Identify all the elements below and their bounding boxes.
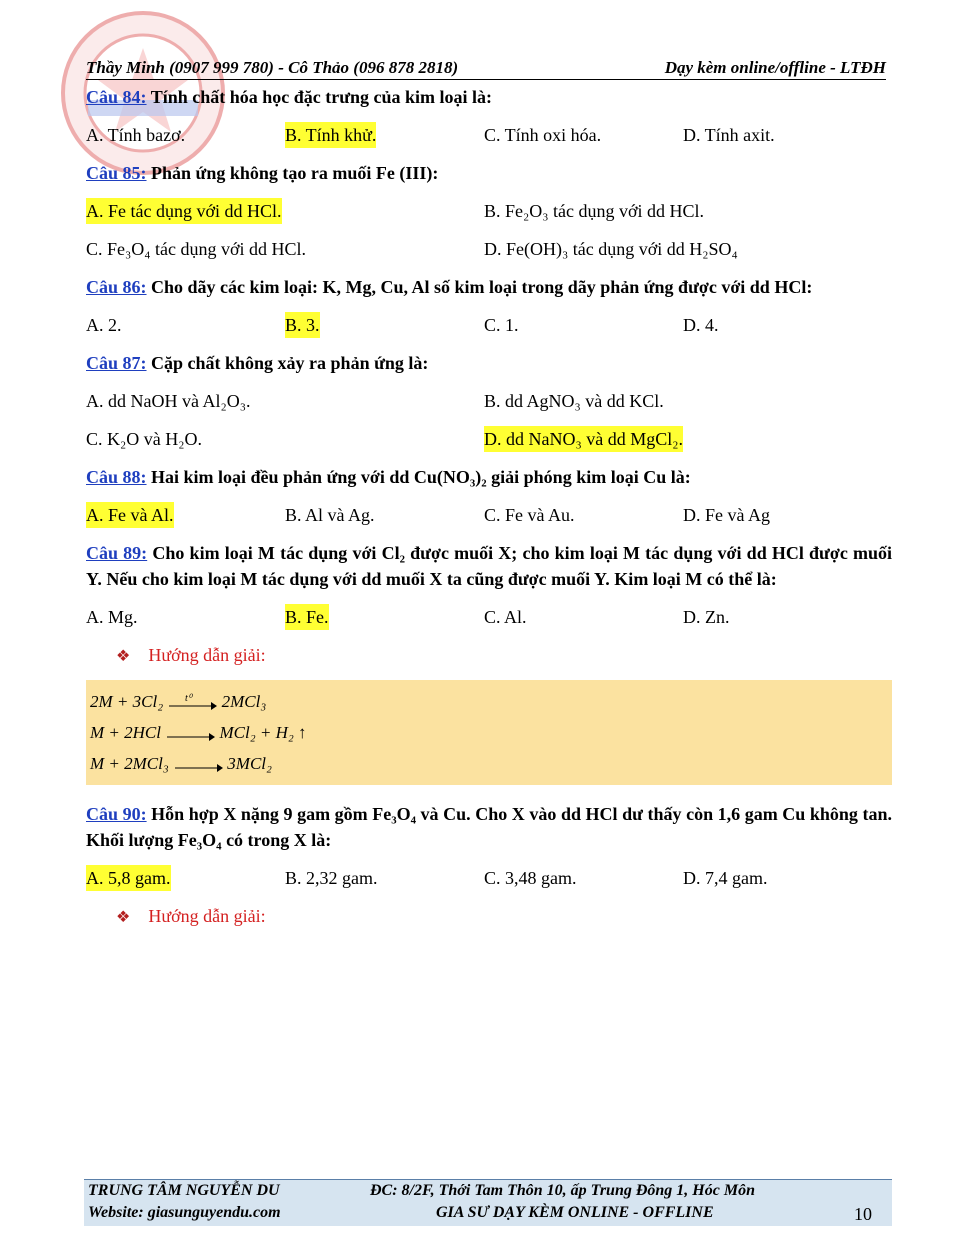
question-number[interactable]: Câu 88: <box>86 467 147 487</box>
question-text: Tính chất hóa học đặc trưng của kim loại là: <box>150 87 493 107</box>
guide-label: Hướng dẫn giải: <box>148 906 266 926</box>
question-number[interactable]: Câu 89: <box>86 543 148 563</box>
solution-box <box>86 680 892 785</box>
options-84 <box>86 122 892 148</box>
option-c: C. 3,48 gam. <box>484 868 577 888</box>
option-d: D. Tính axit. <box>683 125 775 145</box>
guide-heading <box>116 903 892 929</box>
equation-lhs: 2M + 3Cl₂ <box>90 692 164 711</box>
options-85-row2 <box>86 236 892 262</box>
option-c: C. Tính oxi hóa. <box>484 125 602 145</box>
option-b-correct: B. 3. <box>285 312 320 338</box>
question-86 <box>86 274 892 300</box>
option-c: C. Al. <box>484 607 527 627</box>
equation-line <box>90 748 892 779</box>
option-c: C. 1. <box>484 315 519 335</box>
question-number[interactable]: Câu 84: <box>86 87 147 107</box>
question-87 <box>86 350 892 376</box>
option-d: D. Fe(OH)₃ tác dụng với dd H₂SO₄ <box>484 239 738 259</box>
option-a: A. Tính bazơ. <box>86 125 186 145</box>
question-text: Cho dãy các kim loại: K, Mg, Cu, Al số kim loại trong dãy phản ứng được với dd HCl: <box>151 277 813 297</box>
equation-rhs: 3MCl₂ <box>227 754 272 773</box>
question-text: Hỗn hợp X nặng 9 gam gồm Fe₃O₄ và Cu. Cho X vào dd HCl dư thấy còn 1,6 gam Cu không tan. Khối lượng Fe₃O₄ có trong X là: <box>86 804 893 850</box>
question-number[interactable]: Câu 85: <box>86 163 147 183</box>
option-d: D. 7,4 gam. <box>683 868 768 888</box>
option-b-correct: B. Tính khử. <box>285 122 376 148</box>
diamond-bullet-icon: ❖ <box>116 909 131 926</box>
diamond-bullet-icon: ❖ <box>116 648 131 665</box>
option-c: C. Fe₃O₄ tác dụng với dd HCl. <box>86 239 307 259</box>
equation-lhs: M + 2HCl <box>90 723 161 742</box>
reaction-arrow-icon <box>167 692 217 714</box>
page-footer <box>84 1180 892 1226</box>
question-84 <box>86 84 892 110</box>
option-b: B. Al và Ag. <box>285 505 375 525</box>
reaction-arrow-icon <box>173 754 223 776</box>
question-text: Phản ứng không tạo ra muối Fe (III): <box>151 163 439 183</box>
option-b: B. Fe₂O₃ tác dụng với dd HCl. <box>484 201 705 221</box>
page-header <box>86 58 886 80</box>
options-90 <box>86 865 892 891</box>
guide-heading <box>116 642 892 668</box>
options-87-row2 <box>86 426 892 452</box>
arrow-condition: t⁰ <box>185 693 193 705</box>
equation-rhs: 2MCl₃ <box>221 692 267 711</box>
options-85-row1 <box>86 198 892 224</box>
question-88 <box>86 464 892 490</box>
option-d: D. Zn. <box>683 607 730 627</box>
options-89 <box>86 604 892 630</box>
question-number[interactable]: Câu 90: <box>86 804 147 824</box>
footer-address: ĐC: 8/2F, Thới Tam Thôn 10, ấp Trung Đông 1, Hóc Môn <box>370 1182 755 1199</box>
options-86 <box>86 312 892 338</box>
option-b: B. dd AgNO₃ và dd KCl. <box>484 391 664 411</box>
footer-rule <box>84 1179 892 1180</box>
option-b-correct: B. Fe. <box>285 604 329 630</box>
equation-rhs: MCl₂ + H₂ ↑ <box>219 723 307 742</box>
option-a: A. Mg. <box>86 607 138 627</box>
equation-lhs: M + 2MCl₃ <box>90 754 169 773</box>
option-d: D. Fe và Ag <box>683 505 770 525</box>
equation-line <box>90 717 892 748</box>
question-85 <box>86 160 892 186</box>
reaction-arrow-icon <box>165 723 215 745</box>
page-number: 10 <box>854 1204 872 1224</box>
equation-line <box>90 686 892 717</box>
header-tagline: Dạy kèm online/offline - LTĐH <box>664 58 886 77</box>
option-c: C. K₂O và H₂O. <box>86 429 203 449</box>
option-a-correct: A. Fe tác dụng với dd HCl. <box>86 198 282 224</box>
guide-label: Hướng dẫn giải: <box>148 645 266 665</box>
footer-website[interactable]: Website: giasunguyendu.com <box>88 1204 281 1221</box>
question-90 <box>86 801 892 853</box>
option-a-correct: A. 5,8 gam. <box>86 865 171 891</box>
question-89 <box>86 540 892 592</box>
header-rule <box>86 79 886 80</box>
question-list <box>86 84 892 941</box>
option-a-correct: A. Fe và Al. <box>86 502 174 528</box>
option-c: C. Fe và Au. <box>484 505 575 525</box>
option-b: B. 2,32 gam. <box>285 868 378 888</box>
question-text: Cho kim loại M tác dụng với Cl₂ được muối X; cho kim loại M tác dụng với dd HCl được muối Y. Nếu cho kim loại M tác dụng với dd muối X ta cũng được muối Y. Kim loại M có thể là: <box>86 543 893 589</box>
footer-slogan: GIA SƯ DẠY KÈM ONLINE - OFFLINE <box>436 1204 714 1221</box>
options-87-row1 <box>86 388 892 414</box>
options-88 <box>86 502 892 528</box>
question-number[interactable]: Câu 87: <box>86 353 147 373</box>
question-text: Cặp chất không xảy ra phản ứng là: <box>151 353 429 373</box>
option-d: D. 4. <box>683 315 719 335</box>
question-text: Hai kim loại đều phản ứng với dd Cu(NO₃)₂ giải phóng kim loại Cu là: <box>151 467 691 487</box>
option-a: A. dd NaOH và Al₂O₃. <box>86 391 251 411</box>
header-contacts: Thầy Minh (0907 999 780) - Cô Thảo (096 878 2818) <box>86 58 459 77</box>
question-number[interactable]: Câu 86: <box>86 277 147 297</box>
option-d-correct: D. dd NaNO₃ và dd MgCl₂. <box>484 426 683 452</box>
option-a: A. 2. <box>86 315 122 335</box>
footer-center-name: TRUNG TÂM NGUYỄN DU <box>88 1182 280 1199</box>
